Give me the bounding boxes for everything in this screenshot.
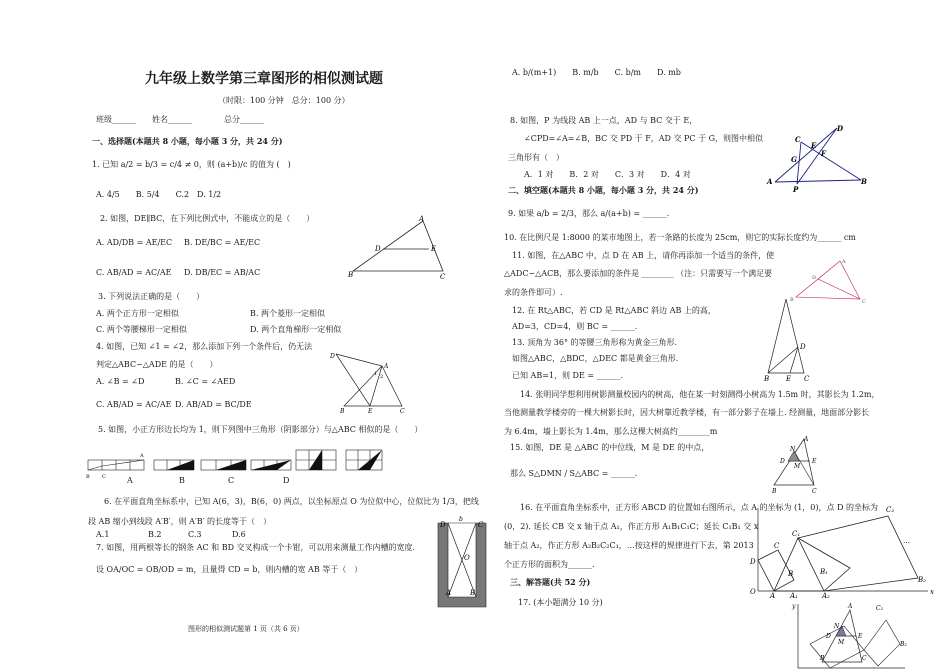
- svg-text:D: D: [826, 633, 831, 640]
- svg-text:A: A: [140, 453, 144, 459]
- question-6-option-c: C.3: [188, 530, 202, 539]
- question-16-line-1: 16. 在平面直角坐标系中，正方形 ABCD 的位置如右图所示，点 A 的坐标为 (1，0)，点 D 的坐标为: [520, 503, 879, 512]
- question-2-option-c: C. AB/AD = AC/AE: [96, 268, 172, 277]
- svg-text:y: y: [792, 603, 796, 610]
- svg-text:A: A: [770, 592, 776, 600]
- question-13-line-1: 13. 顶角为 36° 的等腰三角形称为黄金三角形.: [512, 338, 678, 347]
- svg-text:F: F: [821, 149, 826, 158]
- question-4-option-c: C. AB/AD = AC/AE: [96, 400, 172, 409]
- question-16-line-2: (0，2). 延长 CB 交 x 轴于点 A₁，作正方形 A₁B₁C₁C；延长 C₁B₁ 交 x: [504, 522, 759, 531]
- svg-text:A: A: [842, 259, 846, 265]
- exam-subtitle: （时限：100 分钟 总分：100 分）: [218, 96, 350, 105]
- question-13-figure: [760, 295, 820, 385]
- question-4-stem-2: 判定△ABC∽△ADE 的是（ ）: [96, 360, 218, 369]
- question-6-stem-2: 段 AB 缩小到线段 A′B′，则 A′B′ 的长度等于（ ）: [88, 517, 271, 526]
- question-1-stem: 1. 已知 a/2 = b/3 = c/4 ≠ 0，则 (a+b)/c 的值为 ( ): [92, 160, 291, 169]
- svg-text:A: A: [804, 436, 809, 443]
- svg-text:D: D: [440, 521, 446, 529]
- svg-text:G: G: [791, 155, 797, 164]
- question-4-figure: [330, 350, 415, 415]
- svg-text:P: P: [793, 185, 799, 194]
- question-5-label-d: D: [283, 476, 290, 485]
- svg-text:B₂: B₂: [900, 641, 907, 648]
- svg-text:B: B: [861, 177, 867, 186]
- question-7-stem: 7. 如图，用两根等长的钢条 AC 和 BD 交叉构成一个卡钳，可以用来测量工作内槽的宽度.: [96, 543, 416, 552]
- question-5-label-b: B: [179, 476, 185, 485]
- question-2-figure: [345, 215, 450, 280]
- question-11-line-2: △ADC∽△ACB，那么要添加的条件是 ________ （注：只需要写一个满足要: [504, 269, 773, 278]
- question-7-figure: [432, 515, 492, 610]
- svg-text:B₂: B₂: [918, 576, 926, 584]
- question-8-options: A．1 对 B．2 对 C．3 对 D．4 对: [524, 170, 691, 179]
- svg-text:B: B: [470, 589, 476, 597]
- svg-text:M: M: [794, 463, 801, 470]
- question-14-line-2: 当他测量教学楼旁的一棵大树影长时，因大树靠近教学楼，有一部分影子在墙上. 经测量，地面部分影长: [504, 408, 870, 417]
- question-7-options: A. b/(m+1) B. m/b C. b/m D. mb: [512, 68, 681, 77]
- svg-text:C: C: [804, 375, 810, 383]
- svg-text:…: …: [903, 537, 910, 545]
- svg-text:D: D: [812, 275, 817, 281]
- svg-text:C: C: [400, 408, 405, 415]
- svg-text:N: N: [790, 446, 796, 453]
- svg-text:A₁: A₁: [790, 592, 798, 600]
- question-4-option-b: B. ∠C = ∠AED: [175, 377, 236, 386]
- svg-text:C: C: [774, 542, 780, 550]
- question-12-line-2: AD=3，CD=4，则 BC = ______.: [512, 322, 638, 331]
- question-12-line-1: 12. 在 Rt△ABC，若 CD 是 Rt△ABC 斜边 AB 上的高，: [512, 306, 716, 315]
- svg-text:1: 1: [374, 371, 378, 377]
- question-4-option-a: A. ∠B = ∠D: [96, 377, 145, 386]
- question-8-stem-2: ∠CPD=∠A=∠B，BC 交 PD 于 F，AD 交 PC 于 G，则图中相似: [524, 134, 764, 143]
- question-5-label-a: A: [127, 476, 133, 485]
- question-7-stem-2: 设 OA/OC = OB/OD = m，且量得 CD = b，则内槽的宽 AB 等于（ ）: [96, 565, 363, 574]
- question-10: 10. 在比例尺是 1:8000 的某市地图上，若一条路的长度为 25cm，则它的实际长度约为______ cm: [504, 233, 856, 242]
- svg-text:E: E: [368, 408, 373, 415]
- question-3-option-b: B. 两个菱形一定相似: [250, 309, 325, 318]
- question-2-option-b: B. DE/BC = AE/EC: [184, 238, 261, 247]
- question-14-line-1: 14. 张明同学想利用树影测量校园内的树高，他在某一时刻测得小树高为 1.5m 时，其影长为 1.2m，: [520, 390, 880, 399]
- question-16-line-4: 个正方形的面积为______.: [504, 560, 595, 569]
- svg-text:2: 2: [380, 374, 384, 380]
- question-15-line-2: 那么 S△DMN / S△ABC = ______.: [510, 469, 638, 478]
- question-16-figure: [748, 498, 938, 598]
- svg-text:B: B: [790, 297, 794, 303]
- question-16-line-3: 轴于点 A₂，作正方形 A₂B₂C₂C₁，…按这样的规律进行下去，第 2013: [504, 541, 754, 550]
- svg-text:D: D: [375, 245, 381, 253]
- question-6-option-d: D.6: [232, 530, 246, 539]
- question-6-option-a: A.1: [96, 530, 110, 539]
- svg-text:A: A: [384, 363, 389, 370]
- question-4-option-d: D. AB/AD = BC/DE: [175, 400, 252, 409]
- question-11-line-3: 求的条件即可）.: [504, 288, 563, 297]
- question-8-stem-3: 三角形有（ ）: [508, 153, 564, 162]
- question-14-line-3: 为 6.4m，墙上影长为 1.4m，那么这棵大树高约________m: [504, 427, 718, 436]
- svg-text:C₂: C₂: [876, 605, 883, 612]
- svg-text:b: b: [459, 516, 463, 523]
- question-3-option-d: D. 两个直角梯形一定相似: [250, 325, 342, 334]
- question-4-stem: 4. 如图，已知 ∠1 = ∠2，那么添加下列一个条件后，仍无法: [96, 342, 313, 351]
- svg-text:D: D: [750, 558, 756, 566]
- question-5-stem: 5. 如图，小正方形边长均为 1，则下列图中三角形（阴影部分）与△ABC 相似的是（ ）: [98, 425, 423, 434]
- svg-text:A: A: [419, 215, 425, 223]
- question-3-option-c: C. 两个等腰梯形一定相似: [96, 325, 187, 334]
- svg-text:M: M: [838, 639, 845, 646]
- svg-text:D: D: [800, 343, 806, 351]
- question-17: 17. (本小题满分 10 分): [518, 598, 603, 607]
- svg-text:C: C: [102, 474, 106, 480]
- question-2-option-d: D. DB/EC = AB/AC: [184, 268, 261, 277]
- svg-text:O: O: [750, 588, 756, 596]
- svg-text:A₂: A₂: [822, 592, 830, 600]
- question-8-stem: 8. 如图，P 为线段 AB 上一点，AD 与 BC 交于 E，: [510, 116, 698, 125]
- page-title: 九年级上数学第三章图形的相似测试题: [145, 70, 383, 86]
- question-15-figure: [768, 435, 828, 495]
- svg-text:A: A: [446, 589, 452, 597]
- question-1-options: A. 4/5 B. 5/4 C.2 D. 1/2: [96, 190, 222, 199]
- question-8-figure: [765, 122, 875, 192]
- question-6-stem: 6. 在平面直角坐标系中，已知 A(6，3)，B(6，0) 两点，以坐标原点 O 为位似中心，位似比为 1/3，把线: [104, 497, 479, 506]
- svg-text:C: C: [795, 135, 801, 144]
- svg-text:B: B: [348, 271, 354, 279]
- svg-text:x: x: [930, 588, 934, 596]
- question-15-line-1: 15. 如图，DE 是 △ABC 的中位线，M 是 DE 的中点，: [510, 443, 710, 452]
- svg-text:A: A: [848, 603, 853, 610]
- svg-text:N: N: [834, 623, 840, 630]
- section-heading-answer: 三、解答题(共 52 分): [510, 577, 591, 587]
- svg-text:C: C: [478, 521, 484, 529]
- svg-text:B: B: [764, 375, 770, 383]
- section-heading-choice: 一、选择题(本题共 8 小题，每小题 3 分，共 24 分): [92, 136, 283, 146]
- svg-text:C: C: [862, 299, 866, 305]
- svg-text:B: B: [772, 488, 777, 495]
- svg-text:D: D: [837, 124, 844, 133]
- svg-text:C₂: C₂: [886, 506, 895, 514]
- svg-text:C: C: [812, 488, 817, 495]
- question-17-figure: [790, 600, 910, 672]
- question-2-option-a: A. AD/DB = AE/EC: [96, 238, 173, 247]
- svg-text:O: O: [464, 554, 470, 562]
- question-3-stem: 3. 下列说法正确的是（ ）: [98, 292, 205, 301]
- svg-text:C: C: [440, 273, 446, 281]
- svg-text:A: A: [767, 177, 773, 186]
- question-9: 9. 如果 a/b = 2/3，那么 a/(a+b) = ______.: [508, 209, 670, 218]
- page-footer: 图形的相似测试题第 1 页（共 6 页）: [188, 625, 304, 633]
- svg-text:C₁: C₁: [792, 530, 801, 538]
- svg-text:C: C: [862, 655, 867, 662]
- svg-text:D: D: [780, 458, 785, 465]
- svg-text:E: E: [858, 633, 863, 640]
- svg-text:B: B: [86, 474, 90, 480]
- section-heading-fill: 二、填空题(本题共 8 小题，每小题 3 分，共 24 分): [508, 185, 699, 195]
- svg-text:B₁: B₁: [820, 568, 828, 576]
- question-6-option-b: B.2: [148, 530, 162, 539]
- question-5-label-c: C: [228, 476, 235, 485]
- student-info-line: 班级______ 姓名______ 总分______: [96, 115, 264, 124]
- question-2-stem: 2. 如图，DE∥BC，在下列比例式中，不能成立的是（ ）: [100, 214, 315, 223]
- svg-text:B: B: [820, 655, 825, 662]
- svg-text:E: E: [786, 375, 792, 383]
- question-13-line-3: 已知 AB=1，则 DE = ______.: [512, 371, 624, 380]
- question-3-option-a: A. 两个正方形一定相似: [96, 309, 179, 318]
- svg-text:E: E: [431, 245, 437, 253]
- svg-text:D: D: [330, 353, 335, 360]
- svg-text:E: E: [812, 458, 817, 465]
- svg-text:B: B: [340, 408, 345, 415]
- svg-text:E: E: [811, 141, 817, 150]
- question-11-line-1: 11. 如图，在△ABC 中，点 D 在 AB 上，请你再添加一个适当的条件，使: [512, 251, 775, 260]
- question-13-line-2: 如图△ABC，△BDC，△DEC 都是黄金三角形.: [512, 354, 679, 363]
- svg-text:B: B: [788, 570, 794, 578]
